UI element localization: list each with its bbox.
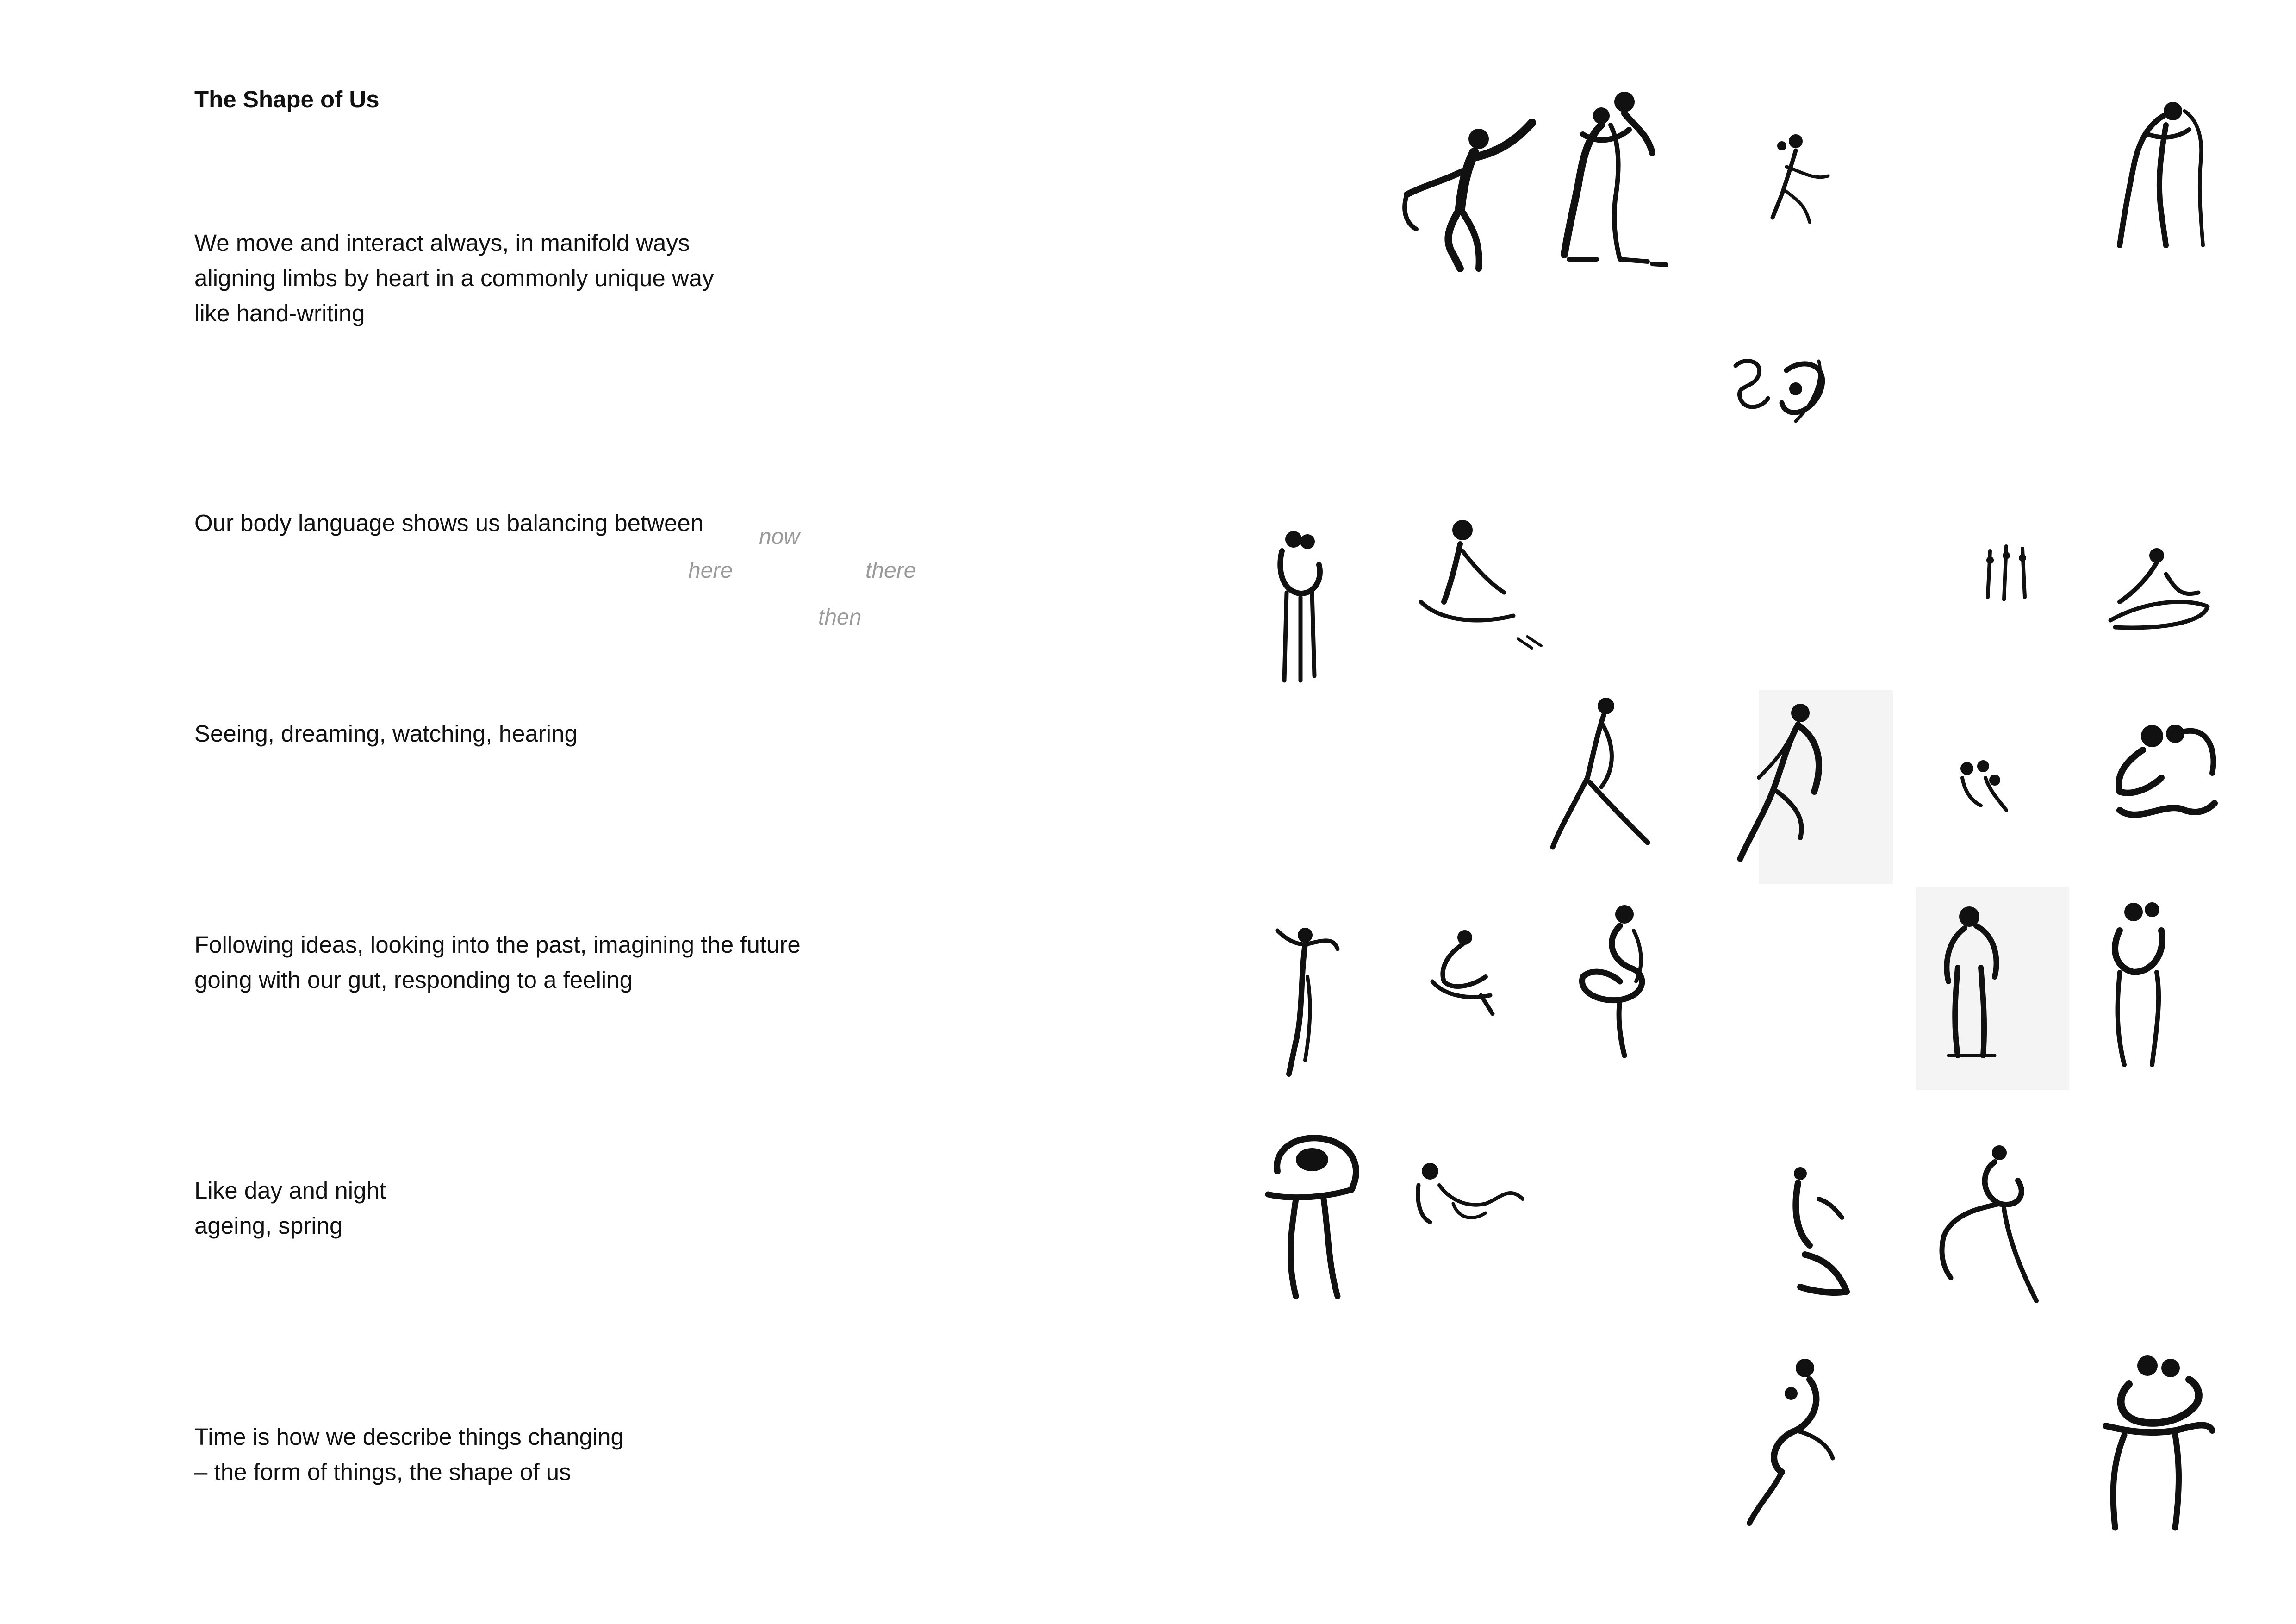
- leaping-figure-sketch: [1731, 699, 1842, 866]
- reclining-figure-sketch: [2106, 542, 2212, 634]
- stanza-3: [194, 716, 578, 751]
- stanza-6: [194, 1419, 624, 1490]
- hugging-figures-sketch: [1268, 528, 1333, 685]
- stanza-1: [194, 225, 714, 331]
- small-dancer-sketch: [1763, 130, 1833, 231]
- kneeling-figure-sketch: [1777, 1162, 1860, 1296]
- stanza-4: [194, 927, 801, 998]
- stanza-line: Following ideas, looking into the past, imagining the future: [194, 931, 801, 958]
- clustered-heads-sketch: [1953, 755, 2009, 815]
- tall-embrace-sketch: [2092, 898, 2184, 1069]
- tiny-figures-sketch: [1981, 542, 2032, 606]
- stanza-line: We move and interact always, in manifold ways: [194, 230, 690, 256]
- stanza-line: Seeing, dreaming, watching, hearing: [194, 720, 578, 747]
- stanza-2: [194, 506, 703, 541]
- stanza-line: Time is how we describe things changing: [194, 1424, 624, 1450]
- floating-word-then: then: [818, 605, 862, 630]
- walking-figure-sketch: [1546, 694, 1657, 852]
- stanza-line: Our body language shows us balancing between: [194, 510, 704, 536]
- lying-figure-sketch: [1412, 1157, 1527, 1236]
- standing-pair-sketch: [1930, 903, 2018, 1065]
- seated-meditating-sketch: [1412, 514, 1546, 657]
- floating-word-now: now: [759, 525, 800, 549]
- embracing-pair-sketch: [2110, 97, 2226, 255]
- seated-couple-sketch: [2097, 1352, 2217, 1532]
- stanza-line: like hand-writing: [194, 300, 365, 326]
- reaching-figure-sketch: [1398, 116, 1537, 273]
- swirl-sketch: [1726, 352, 1833, 426]
- stanza-line: ageing, spring: [194, 1212, 343, 1239]
- floating-word-there: there: [865, 558, 916, 583]
- poem-title: The Shape of Us: [194, 86, 380, 112]
- stanza-line: Like day and night: [194, 1177, 386, 1204]
- round-figure-sketch: [1259, 1125, 1365, 1301]
- stretching-figure-sketch: [1268, 921, 1342, 1079]
- stanza-5: [194, 1173, 386, 1243]
- crouching-figure-sketch: [1425, 926, 1500, 1018]
- lifting-figure-sketch: [1740, 1356, 1842, 1528]
- stanza-line: – the form of things, the shape of us: [194, 1459, 571, 1485]
- standing-couple-sketch: [1555, 88, 1675, 273]
- curled-dancer-sketch: [1569, 903, 1661, 1060]
- entwined-couple-sketch: [2106, 718, 2221, 829]
- bending-figure-sketch: [1930, 1143, 2041, 1310]
- stanza-line: aligning limbs by heart in a commonly unique way: [194, 265, 714, 291]
- stanza-line: going with our gut, responding to a feeling: [194, 967, 633, 993]
- floating-word-here: here: [688, 558, 733, 583]
